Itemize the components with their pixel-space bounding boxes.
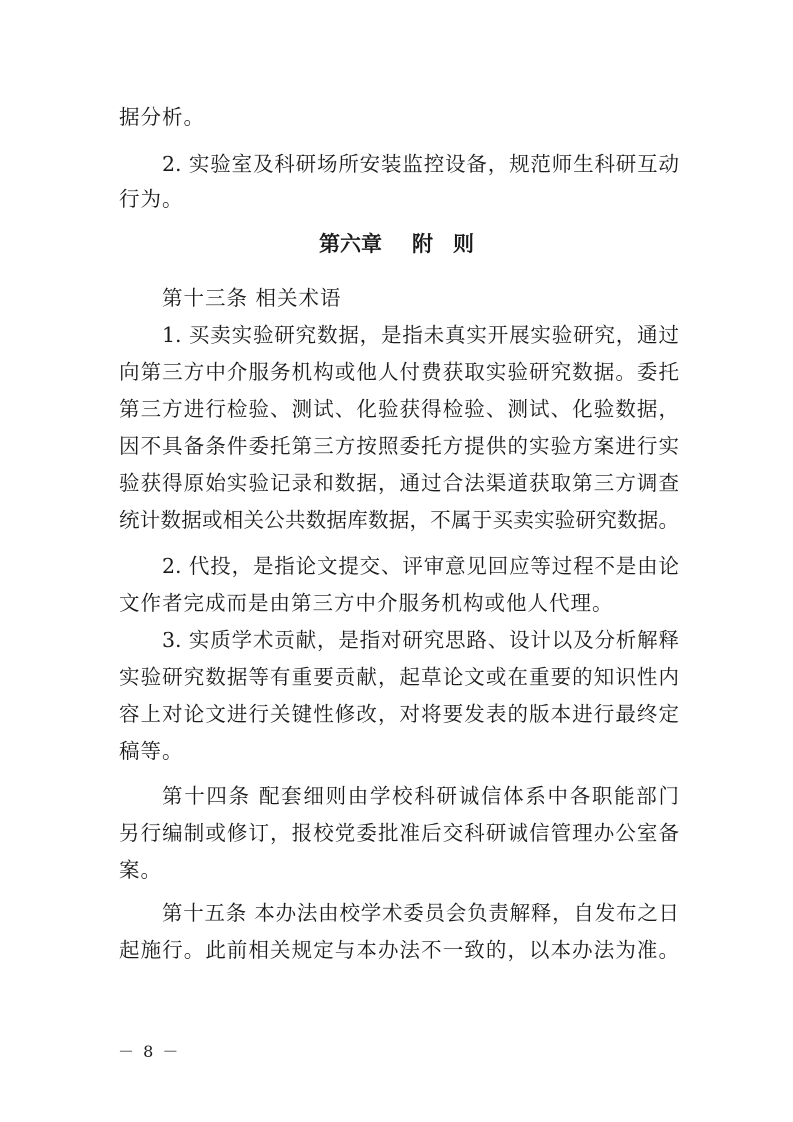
- text-line: 容上对论文进行关键性修改，对将要发表的版本进行最终定: [119, 702, 679, 726]
- text-line: 2. 代投，是指论文提交、评审意见回应等过程不是由论: [162, 554, 679, 578]
- text-line: 另行编制或修订，报校党委批准后交科研诚信管理办公室备: [119, 821, 679, 845]
- text-line: 第十五条 本办法由校学术委员会负责解释，自发布之日: [162, 901, 679, 925]
- text-line: 案。: [119, 858, 162, 882]
- text-line: 因不具备条件委托第三方按照委托方提供的实验方案进行实: [119, 434, 679, 458]
- chapter-heading: [0, 229, 793, 259]
- text-line: 第十四条 配套细则由学校科研诚信体系中各职能部门: [162, 784, 679, 808]
- chapter-number: 第六章: [319, 232, 382, 256]
- article-heading: 第十三条 相关术语: [162, 286, 342, 310]
- text-line: 实验研究数据等有重要贡献，起草论文或在重要的知识性内: [119, 665, 679, 689]
- text-line: 据分析。: [119, 105, 205, 129]
- text-line: 统计数据或相关公共数据库数据，不属于买卖实验研究数据。: [119, 508, 679, 532]
- chapter-title-part: 附: [412, 232, 433, 256]
- text-line: 2. 实验室及科研场所安装监控设备，规范师生科研互动: [162, 152, 679, 176]
- page-number: － 8 －: [118, 1042, 181, 1061]
- text-line: 第三方进行检验、测试、化验获得检验、测试、化验数据，: [119, 397, 679, 421]
- text-line: 向第三方中介服务机构或他人付费获取实验研究数据。委托: [119, 360, 679, 384]
- text-line: 文作者完成而是由第三方中介服务机构或他人代理。: [119, 591, 614, 615]
- text-line: 1. 买卖实验研究数据，是指未真实开展实验研究，通过: [162, 323, 679, 347]
- chapter-title-part: 则: [453, 232, 474, 256]
- text-line: 起施行。此前相关规定与本办法不一致的，以本办法为准。: [119, 938, 679, 962]
- text-line: 稿等。: [119, 739, 184, 763]
- text-line: 3. 实质学术贡献，是指对研究思路、设计以及分析解释: [162, 628, 679, 652]
- text-line: 行为。: [119, 187, 184, 211]
- text-line: 验获得原始实验记录和数据，通过合法渠道获取第三方调查: [119, 471, 679, 495]
